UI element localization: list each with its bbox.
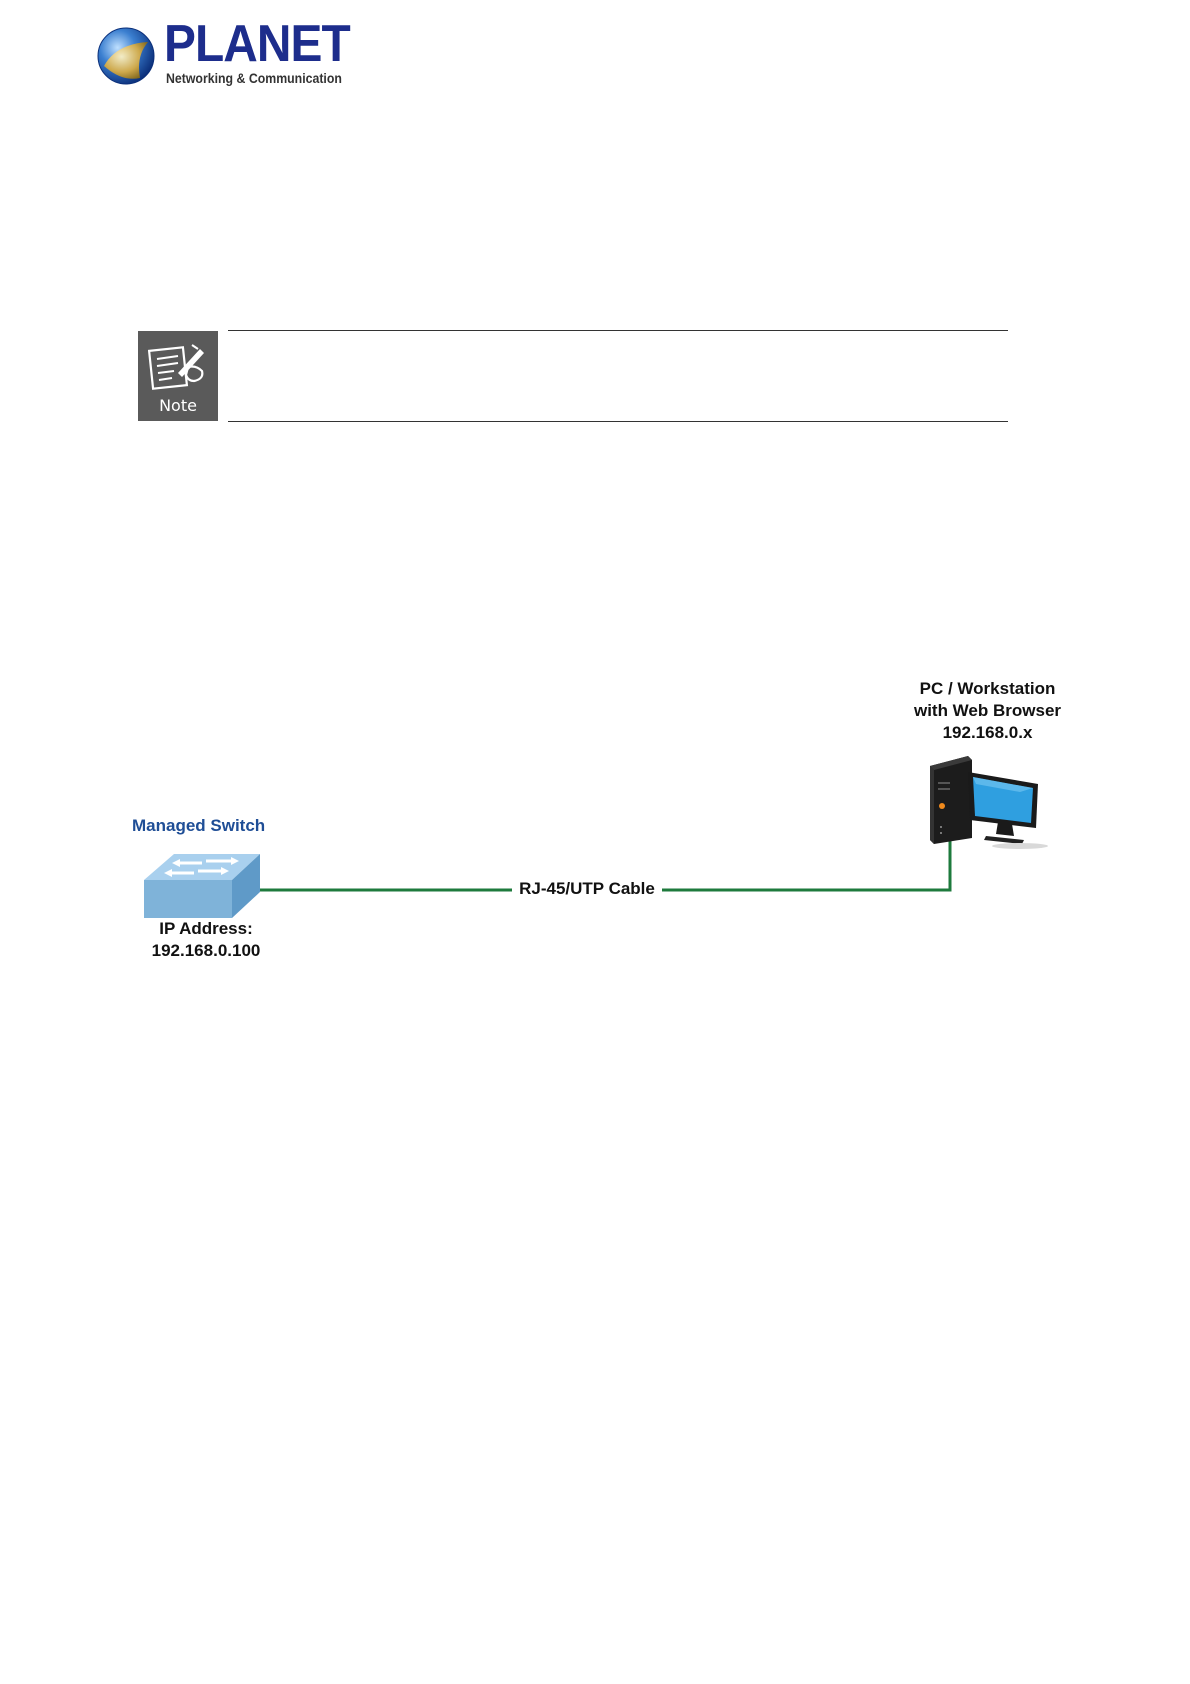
network-diagram: [0, 660, 1190, 980]
switch-ip-label: IP Address:: [159, 919, 253, 938]
note-bottom-rule: [228, 421, 1008, 422]
planet-logo: [96, 15, 350, 94]
pc-caption-line2: with Web Browser: [913, 701, 1062, 720]
pc-caption: [895, 678, 1080, 744]
logo-tagline: Networking & Communication: [166, 70, 342, 86]
managed-switch-icon: [144, 848, 260, 920]
cable-line: [662, 835, 950, 890]
note-label: Note: [159, 396, 197, 415]
globe-logo-icon: [96, 26, 156, 86]
pc-caption-line3: 192.168.0.x: [942, 723, 1033, 742]
pc-caption-line1: PC / Workstation: [919, 679, 1056, 698]
note-pen-icon: [148, 343, 210, 391]
switch-ip-caption: [128, 918, 284, 962]
note-top-rule: [228, 330, 1008, 331]
note-icon-box: [138, 331, 218, 421]
logo-wordmark: PLANET: [164, 15, 350, 73]
pc-workstation-icon: [920, 752, 1050, 852]
cable-label: RJ-45/UTP Cable: [512, 878, 662, 900]
switch-ip-value: 192.168.0.100: [151, 941, 261, 960]
managed-switch-title: Managed Switch: [132, 816, 266, 835]
